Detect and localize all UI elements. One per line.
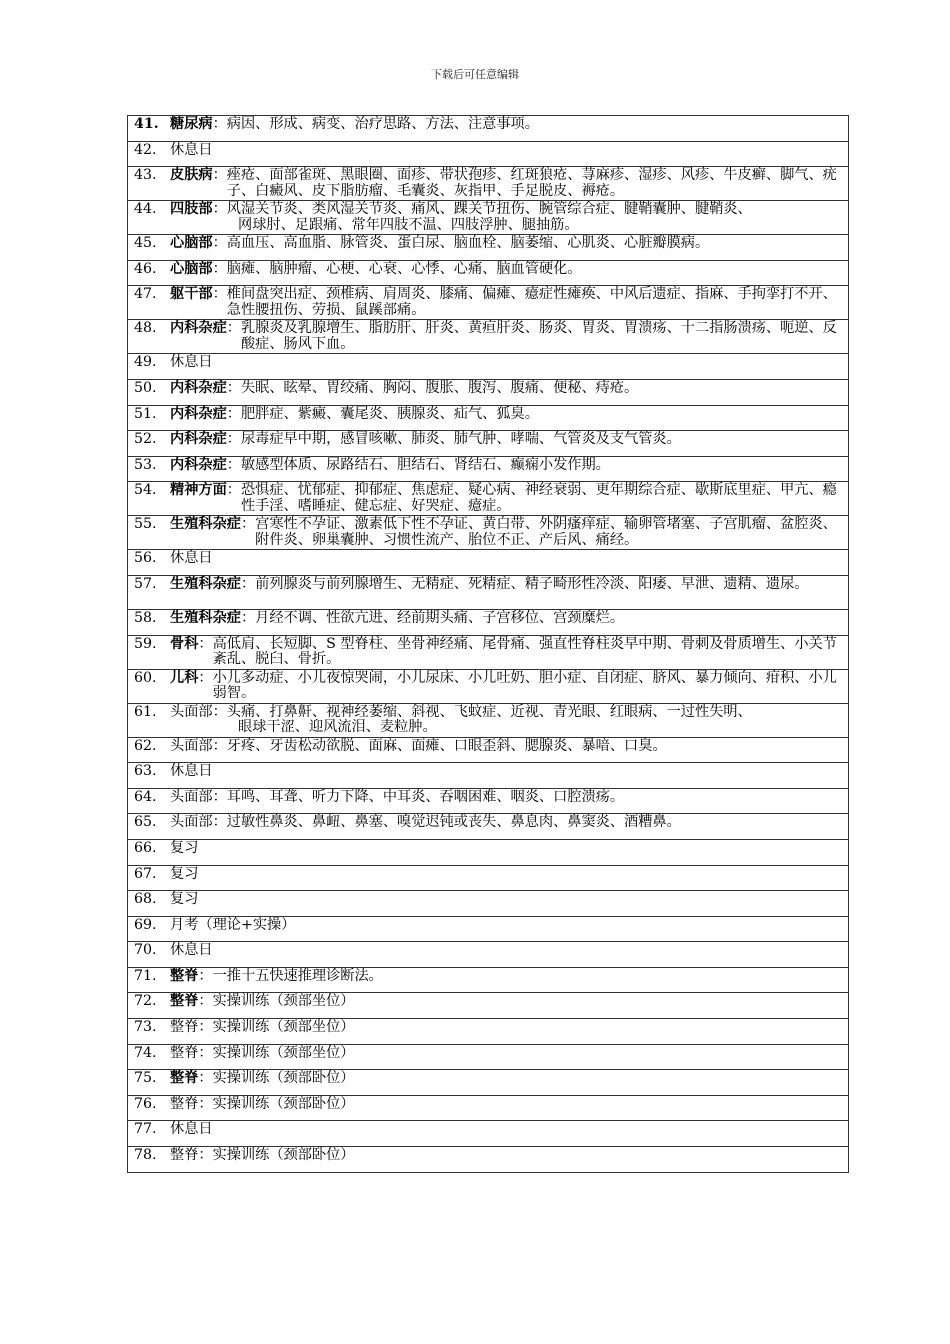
- table-row: [128, 456, 849, 482]
- day-number: 69.: [134, 916, 157, 933]
- topic-content: 脑瘫、脑肿瘤、心梗、心衰、心悸、心痛、脑血管硬化。: [226, 260, 582, 277]
- day-number: 43.: [134, 167, 157, 184]
- table-row: [128, 865, 849, 891]
- topic-content: 复习: [170, 891, 199, 908]
- day-number: 49.: [134, 354, 157, 371]
- table-cell: [128, 575, 849, 609]
- table-row: [128, 116, 849, 142]
- table-cell: [128, 379, 849, 405]
- topic-content-continued: 网球肘、足跟痛、常年四肢不温、四肢浮肿、腿抽筋。: [238, 216, 579, 233]
- topic-content: 高低肩、长短脚、S 型脊柱、坐骨神经痛、尾骨痛、强直性脊柱炎早中期、骨刺及骨质增生、小关节紊乱、脱臼、骨折。: [212, 635, 837, 668]
- topic-category: 躯干部: [170, 286, 213, 303]
- page-header: 下载后可任意编辑: [431, 68, 519, 81]
- table-cell: [128, 405, 849, 431]
- table-cell: [128, 865, 849, 891]
- table-cell: [128, 167, 849, 201]
- table-row: [128, 1044, 849, 1070]
- topic-category: 儿科: [170, 669, 199, 686]
- day-number: 65.: [134, 814, 157, 831]
- day-number: 41.: [134, 116, 159, 132]
- topic-category: 糖尿病: [170, 116, 213, 132]
- table-cell: [128, 456, 849, 482]
- table-cell: [128, 839, 849, 865]
- table-row: [128, 320, 849, 354]
- day-number: 75.: [134, 1070, 157, 1087]
- table-row: [128, 703, 849, 737]
- table-cell: [128, 737, 849, 763]
- topic-content: 肥胖症、紫癜、囊尾炎、胰腺炎、疝气、狐臭。: [240, 405, 539, 422]
- table-cell: [128, 763, 849, 789]
- topic-content: 失眠、眩晕、胃绞痛、胸闷、腹胀、腹泻、腹痛、便秘、痔疮。: [240, 379, 639, 396]
- separator: ：: [212, 235, 227, 252]
- separator: ：: [212, 814, 227, 831]
- topic-content: 过敏性鼻炎、鼻衄、鼻塞、嗅觉迟钝或丧失、鼻息肉、鼻窦炎、酒糟鼻。: [226, 814, 681, 831]
- topic-category: 骨科: [170, 635, 199, 652]
- separator: ：: [198, 993, 213, 1010]
- separator: ：: [226, 431, 241, 448]
- table-cell: [128, 942, 849, 968]
- table-cell: [128, 482, 849, 516]
- separator: ：: [198, 1044, 213, 1061]
- table-row: [128, 942, 849, 968]
- day-number: 50.: [134, 379, 157, 396]
- day-number: 61.: [134, 703, 157, 720]
- topic-content: 实操训练（颈部坐位）: [212, 993, 355, 1010]
- table-row: [128, 201, 849, 235]
- separator: ：: [198, 669, 213, 686]
- separator: ：: [226, 320, 241, 337]
- day-number: 74.: [134, 1044, 157, 1061]
- topic-content: 小儿多动症、小儿夜惊哭闹，小儿尿床、小儿吐奶、胆小症、自闭症、脐风、暴力倾向、疳积、小儿弱智。: [212, 669, 837, 702]
- day-number: 67.: [134, 865, 157, 882]
- table-row: [128, 550, 849, 576]
- topic-content: 耳鸣、耳聋、听力下降、中耳炎、吞咽困难、咽炎、口腔溃疡。: [226, 788, 625, 805]
- table-cell: [128, 1070, 849, 1096]
- day-number: 56.: [134, 550, 157, 567]
- topic-category: 整脊: [170, 1147, 199, 1164]
- course-schedule-table: [127, 115, 849, 1173]
- table-row: [128, 1147, 849, 1173]
- table-row: [128, 260, 849, 286]
- separator: ：: [212, 286, 227, 303]
- topic-content: 风湿关节炎、类风湿关节炎、痛风、踝关节扭伤、腕管综合症、腱鞘囊肿、腱鞘炎、: [226, 201, 752, 218]
- separator: ：: [226, 405, 241, 422]
- separator: ：: [240, 516, 256, 533]
- day-number: 51.: [134, 405, 157, 422]
- table-row: [128, 1121, 849, 1147]
- table-cell: [128, 354, 849, 380]
- table-cell: [128, 891, 849, 917]
- day-number: 63.: [134, 763, 157, 780]
- topic-content: 休息日: [170, 1121, 213, 1138]
- topic-content: 休息日: [170, 942, 213, 959]
- topic-category: 生殖科杂症: [170, 609, 241, 626]
- day-number: 44.: [134, 201, 157, 218]
- table-row: [128, 763, 849, 789]
- topic-content: 休息日: [170, 141, 213, 158]
- topic-content: 痤疮、面部雀斑、黑眼圈、面疹、带状孢疹、红斑狼疮、荨麻疹、湿疹、风疹、牛皮癣、脚气、疣子、白癜风、皮下脂肪瘤、毛囊炎、灰指甲、手足脱皮、褥疮。: [226, 167, 837, 199]
- table-cell: [128, 431, 849, 457]
- topic-content: 实操训练（颈部坐位）: [212, 1044, 355, 1061]
- topic-category: 头面部: [170, 703, 213, 720]
- topic-content: 宫寒性不孕证、激素低下性不孕证、黄白带、外阴瘙痒症、输卵管堵塞、子宫肌瘤、盆腔炎、附件炎、卵巢囊肿、习惯性流产、胎位不正、产后风、痛经。: [255, 516, 837, 548]
- table-cell: [128, 993, 849, 1019]
- topic-category: 心脑部: [170, 260, 213, 277]
- table-cell: [128, 260, 849, 286]
- table-row: [128, 669, 849, 703]
- topic-content: 头痛、打鼻鼾、视神经萎缩、斜视、飞蚊症、近视、青光眼、红眼病、一过性失明、: [226, 703, 752, 720]
- table-row: [128, 814, 849, 840]
- table-row: [128, 482, 849, 516]
- separator: ：: [212, 737, 227, 754]
- table-cell: [128, 703, 849, 737]
- separator: ：: [212, 167, 227, 184]
- table-cell: [128, 788, 849, 814]
- separator: ：: [198, 1019, 213, 1036]
- topic-category: 内科杂症: [170, 431, 227, 448]
- topic-category: 整脊: [170, 1095, 199, 1112]
- day-number: 60.: [134, 669, 157, 686]
- day-number: 71.: [134, 967, 157, 984]
- topic-content: 休息日: [170, 550, 213, 567]
- topic-content: 前列腺炎与前列腺增生、无精症、死精症、精子畸形性冷淡、阳痿、早泄、遗精、遗尿。: [255, 575, 809, 592]
- topic-category: 皮肤病: [170, 167, 213, 184]
- table-cell: [128, 916, 849, 942]
- day-number: 72.: [134, 993, 157, 1010]
- separator: ：: [212, 788, 227, 805]
- table-cell: [128, 1121, 849, 1147]
- table-row: [128, 1019, 849, 1045]
- topic-content: 乳腺炎及乳腺增生、脂肪肝、肝炎、黄疸肝炎、肠炎、胃炎、胃溃疡、十二指肠溃疡、呃逆、反酸症、肠风下血。: [240, 320, 837, 352]
- table-cell: [128, 814, 849, 840]
- separator: ：: [198, 1147, 213, 1164]
- day-number: 45.: [134, 235, 157, 252]
- table-row: [128, 891, 849, 917]
- table-row: [128, 286, 849, 320]
- day-number: 76.: [134, 1095, 157, 1112]
- table-row: [128, 635, 849, 669]
- topic-content: 复习: [170, 839, 199, 856]
- topic-category: 整脊: [170, 1019, 199, 1036]
- separator: ：: [212, 260, 227, 277]
- topic-content: 恐惧症、忧郁症、抑郁症、焦虑症、疑心病、神经衰弱、更年期综合症、歇斯底里症、甲亢、瘾性手淫、嗜睡症、健忘症、好哭症、癔症。: [240, 482, 837, 514]
- table-cell: [128, 116, 849, 142]
- table-cell: [128, 550, 849, 576]
- topic-content: 椎间盘突出症、颈椎病、肩周炎、膝痛、偏瘫、癔症性瘫痪、中风后遗症、指麻、手拘挛打不开、急性腰扭伤、劳损、鼠蹊部痛。: [226, 286, 837, 318]
- topic-category: 四肢部: [170, 201, 213, 218]
- table-cell: [128, 201, 849, 235]
- separator: ：: [226, 379, 241, 396]
- topic-content: 尿毒症早中期，感冒咳嗽、肺炎、肺气肿、哮喘、气管炎及支气管炎。: [240, 431, 681, 448]
- table-row: [128, 1095, 849, 1121]
- day-number: 73.: [134, 1019, 157, 1036]
- separator: ：: [226, 482, 241, 499]
- table-cell: [128, 635, 849, 669]
- separator: ：: [198, 635, 213, 652]
- topic-content: 病因、形成、病变、治疗思路、方法、注意事项。: [226, 116, 539, 132]
- topic-category: 整脊: [170, 967, 199, 984]
- topic-content: 实操训练（颈部卧位）: [212, 1095, 355, 1112]
- day-number: 64.: [134, 788, 157, 805]
- topic-category: 整脊: [170, 993, 199, 1010]
- day-number: 55.: [134, 516, 157, 533]
- day-number: 68.: [134, 891, 157, 908]
- topic-content: 一推十五快速推理诊断法。: [212, 967, 383, 984]
- table-row: [128, 1070, 849, 1096]
- table-row: [128, 354, 849, 380]
- separator: ：: [212, 703, 227, 720]
- table-row: [128, 235, 849, 261]
- table-row: [128, 167, 849, 201]
- topic-content: 牙疼、牙齿松动欲脱、面麻、面瘫、口眼歪斜、腮腺炎、暴喑、口臭。: [226, 737, 667, 754]
- topic-category: 内科杂症: [170, 456, 227, 473]
- topic-content: 实操训练（颈部卧位）: [212, 1070, 355, 1087]
- separator: ：: [212, 116, 227, 132]
- table-cell: [128, 1044, 849, 1070]
- day-number: 48.: [134, 320, 157, 337]
- topic-content: 月考（理论+实操）: [170, 916, 296, 933]
- topic-content-continued: 眼球干涩、迎风流泪、麦粒肿。: [238, 719, 437, 736]
- topic-category: 精神方面: [170, 482, 227, 499]
- day-number: 57.: [134, 575, 157, 592]
- separator: ：: [212, 201, 227, 218]
- day-number: 77.: [134, 1121, 157, 1138]
- day-number: 59.: [134, 635, 157, 652]
- table-row: [128, 737, 849, 763]
- separator: ：: [198, 1070, 213, 1087]
- table-cell: [128, 141, 849, 167]
- table-cell: [128, 286, 849, 320]
- table-row: [128, 516, 849, 550]
- day-number: 47.: [134, 286, 157, 303]
- topic-category: 生殖科杂症: [170, 575, 241, 592]
- topic-content: 休息日: [170, 354, 213, 371]
- table-cell: [128, 235, 849, 261]
- schedule-body: [128, 116, 849, 1173]
- table-cell: [128, 669, 849, 703]
- table-cell: [128, 967, 849, 993]
- table-cell: [128, 1147, 849, 1173]
- separator: ：: [198, 967, 213, 984]
- topic-category: 头面部: [170, 737, 213, 754]
- day-number: 66.: [134, 839, 157, 856]
- separator: ：: [198, 1095, 213, 1112]
- separator: ：: [240, 575, 256, 592]
- day-number: 46.: [134, 260, 157, 277]
- table-row: [128, 788, 849, 814]
- topic-content: 复习: [170, 865, 199, 882]
- day-number: 58.: [134, 609, 157, 626]
- table-row: [128, 431, 849, 457]
- topic-content: 月经不调、性欲亢进、经前期头痛、子宫移位、宫颈糜烂。: [255, 609, 625, 626]
- table-row: [128, 839, 849, 865]
- topic-content: 实操训练（颈部坐位）: [212, 1019, 355, 1036]
- table-row: [128, 405, 849, 431]
- topic-content: 休息日: [170, 763, 213, 780]
- day-number: 53.: [134, 456, 157, 473]
- table-cell: [128, 320, 849, 354]
- day-number: 42.: [134, 141, 157, 158]
- separator: ：: [226, 456, 241, 473]
- topic-content: 实操训练（颈部卧位）: [212, 1147, 355, 1164]
- topic-category: 内科杂症: [170, 379, 227, 396]
- separator: ：: [240, 609, 256, 626]
- table-row: [128, 575, 849, 609]
- topic-category: 整脊: [170, 1070, 199, 1087]
- topic-category: 生殖科杂症: [170, 516, 241, 533]
- table-cell: [128, 609, 849, 635]
- topic-content: 敏感型体质、尿路结石、胆结石、肾结石、癫痫小发作期。: [240, 456, 610, 473]
- day-number: 54.: [134, 482, 157, 499]
- topic-category: 内科杂症: [170, 320, 227, 337]
- topic-category: 内科杂症: [170, 405, 227, 422]
- table-cell: [128, 1019, 849, 1045]
- table-row: [128, 916, 849, 942]
- table-row: [128, 379, 849, 405]
- day-number: 78.: [134, 1147, 157, 1164]
- table-row: [128, 967, 849, 993]
- table-cell: [128, 516, 849, 550]
- table-row: [128, 993, 849, 1019]
- topic-content: 高血压、高血脂、脉管炎、蛋白尿、脑血栓、脑萎缩、心肌炎、心脏瓣膜病。: [226, 235, 710, 252]
- topic-category: 整脊: [170, 1044, 199, 1061]
- table-row: [128, 141, 849, 167]
- topic-category: 心脑部: [170, 235, 213, 252]
- day-number: 70.: [134, 942, 157, 959]
- day-number: 62.: [134, 737, 157, 754]
- topic-category: 头面部: [170, 788, 213, 805]
- table-row: [128, 609, 849, 635]
- table-cell: [128, 1095, 849, 1121]
- topic-category: 头面部: [170, 814, 213, 831]
- day-number: 52.: [134, 431, 157, 448]
